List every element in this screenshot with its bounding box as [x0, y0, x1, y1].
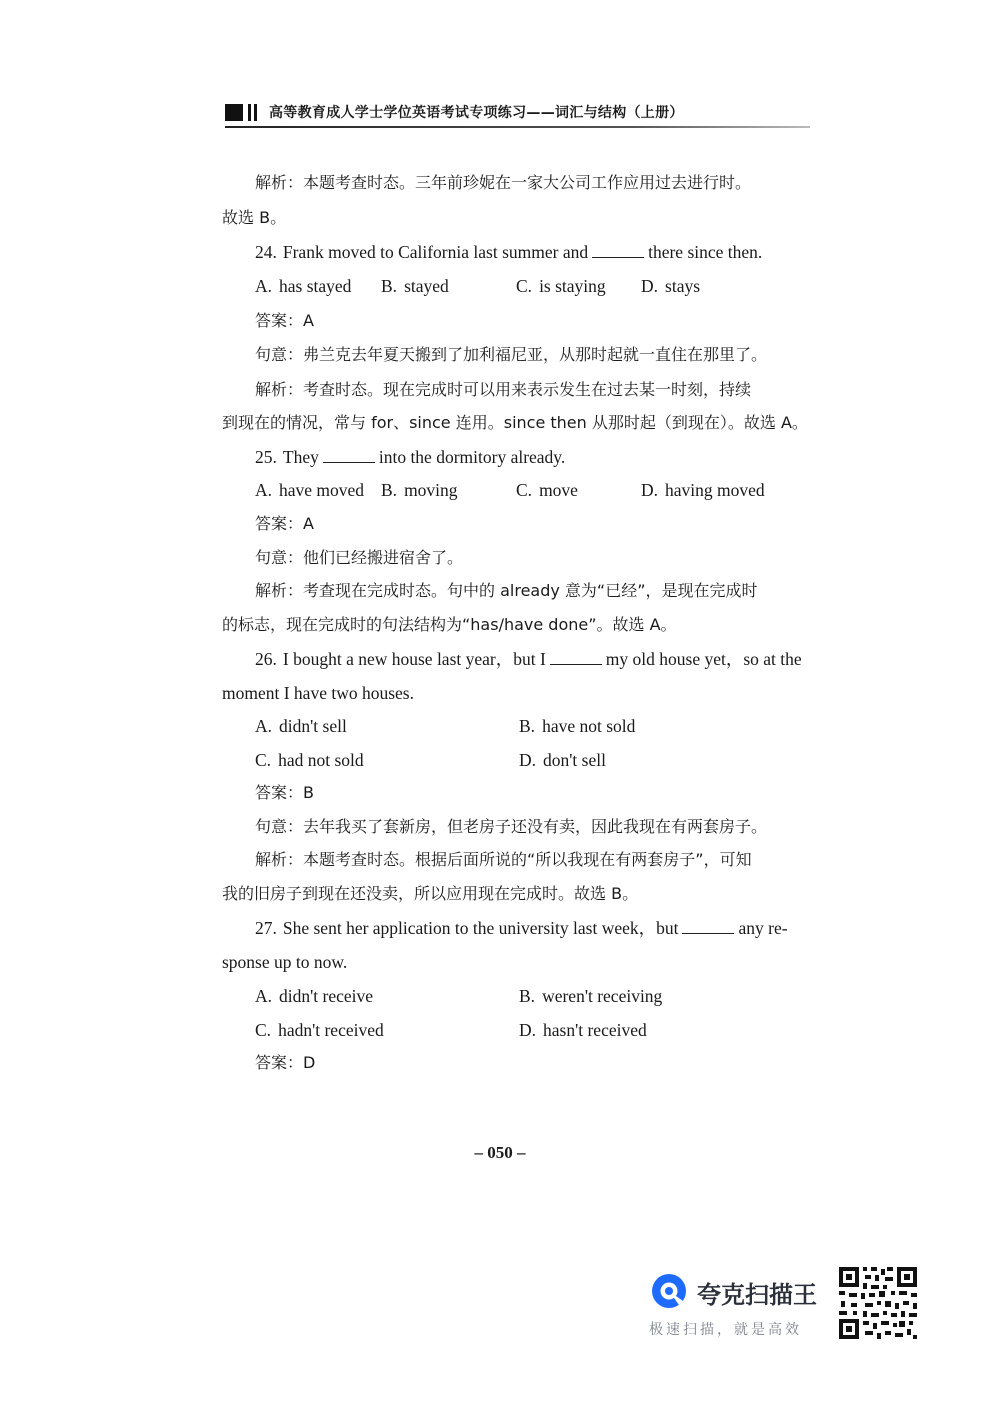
explanation-line: 故选 B。 [222, 208, 287, 227]
option-text: have moved [279, 480, 365, 500]
header-rule [225, 126, 810, 128]
answer-option [255, 275, 351, 297]
watermark-slogan: 极速扫描，就是高效 [649, 1322, 802, 1338]
answer-option [516, 275, 606, 297]
question-number: 26. [255, 649, 277, 669]
option-text: weren't receiving [542, 986, 663, 1006]
option-text: stays [665, 276, 701, 296]
answer-blank [550, 650, 602, 665]
option-label: B. [381, 480, 398, 500]
option-label: A. [255, 716, 273, 736]
explanation-line: 解析：本题考查时态。三年前珍妮在一家大公司工作应用过去进行时。 [255, 173, 752, 192]
question-stem-end: my old house yet，so at the [605, 649, 802, 669]
question-stem: Frank moved to California last summer and [282, 242, 589, 262]
header-title: 高等教育成人学士学位英语考试专项练习——词汇与结构（上册） [269, 105, 684, 121]
explanation-line: 到现在的情况，常与 for、since 连用。since then 从那时起（到现在）。故选 A。 [222, 413, 808, 432]
option-label: B. [519, 716, 536, 736]
option-text: moving [404, 480, 458, 500]
header-block-icon [225, 104, 243, 121]
question-stem-end: into the dormitory already. [378, 447, 566, 467]
answer-option [519, 985, 662, 1007]
option-text: had not sold [278, 750, 364, 770]
explanation-line: 答案：A [255, 311, 314, 330]
explanation-line: 的标志，现在完成时的句法结构为“has/have done”。故选 A。 [222, 615, 677, 634]
question-line [255, 917, 788, 939]
option-text: having moved [665, 480, 765, 500]
option-label: A. [255, 480, 273, 500]
answer-option [255, 479, 364, 501]
answer-option [381, 479, 458, 501]
explanation-line: 我的旧房子到现在还没卖，所以应用现在完成时。故选 B。 [222, 884, 639, 903]
option-text: don't sell [543, 750, 606, 770]
option-text: move [539, 480, 578, 500]
question-number: 24. [255, 242, 277, 262]
quark-logo-icon [649, 1271, 689, 1311]
option-text: didn't sell [279, 716, 347, 736]
answer-option [641, 479, 765, 501]
answer-option [519, 749, 606, 771]
question-line [255, 446, 565, 468]
option-label: A. [255, 986, 273, 1006]
answer-option [255, 715, 347, 737]
question-stem-end: any re- [738, 918, 788, 938]
option-text: has stayed [279, 276, 352, 296]
explanation-line: 答案：D [255, 1053, 316, 1072]
question-stem: She sent her application to the university last week，but [282, 918, 679, 938]
answer-blank [592, 243, 644, 258]
option-label: C. [255, 1020, 272, 1040]
explanation-line: 答案：B [255, 783, 314, 802]
option-text: is staying [539, 276, 606, 296]
scanner-watermark [645, 1265, 925, 1345]
header-bar-icon [254, 104, 257, 121]
option-label: C. [516, 276, 533, 296]
question-stem-end: there since then. [648, 242, 763, 262]
explanation-line: 句意：弗兰克去年夏天搬到了加利福尼亚，从那时起就一直住在那里了。 [255, 345, 768, 364]
option-label: D. [641, 480, 659, 500]
qr-code-icon [837, 1265, 919, 1341]
answer-option [516, 479, 578, 501]
answer-option [641, 275, 700, 297]
question-line [255, 648, 802, 670]
answer-option [381, 275, 449, 297]
answer-option [255, 985, 373, 1007]
option-label: B. [519, 986, 536, 1006]
answer-blank [323, 448, 375, 463]
option-text: hadn't received [278, 1020, 384, 1040]
question-stem: They [282, 447, 319, 467]
option-label: D. [519, 1020, 537, 1040]
option-label: B. [381, 276, 398, 296]
explanation-line: 句意：去年我买了套新房，但老房子还没有卖，因此我现在有两套房子。 [255, 817, 768, 836]
header-bar-icon [248, 104, 251, 121]
question-continuation: moment I have two houses. [222, 683, 414, 703]
running-header [225, 100, 810, 126]
answer-option [519, 715, 635, 737]
option-text: stayed [404, 276, 449, 296]
explanation-line: 解析：本题考查时态。根据后面所说的“所以我现在有两套房子”，可知 [255, 850, 752, 869]
watermark-app-name: 夸克扫描王 [697, 1281, 817, 1309]
answer-option [255, 1019, 384, 1041]
option-text: didn't receive [279, 986, 374, 1006]
question-line [255, 241, 762, 263]
answer-blank [682, 919, 734, 934]
explanation-line: 句意：他们已经搬进宿舍了。 [255, 548, 464, 567]
option-label: C. [516, 480, 533, 500]
option-label: D. [641, 276, 659, 296]
question-continuation: sponse up to now. [222, 952, 348, 972]
option-text: hasn't received [543, 1020, 647, 1040]
explanation-line: 答案：A [255, 514, 314, 533]
question-stem: I bought a new house last year，but I [282, 649, 546, 669]
explanation-line: 解析：考查现在完成时态。句中的 already 意为“已经”，是现在完成时 [255, 581, 758, 600]
option-text: have not sold [542, 716, 636, 736]
explanation-line: 解析：考查时态。现在完成时可以用来表示发生在过去某一时刻，持续 [255, 380, 752, 399]
option-label: C. [255, 750, 272, 770]
option-label: A. [255, 276, 273, 296]
question-number: 27. [255, 918, 277, 938]
page-number: – 050 – [474, 1143, 526, 1162]
option-label: D. [519, 750, 537, 770]
question-number: 25. [255, 447, 277, 467]
answer-option [255, 749, 364, 771]
answer-option [519, 1019, 647, 1041]
